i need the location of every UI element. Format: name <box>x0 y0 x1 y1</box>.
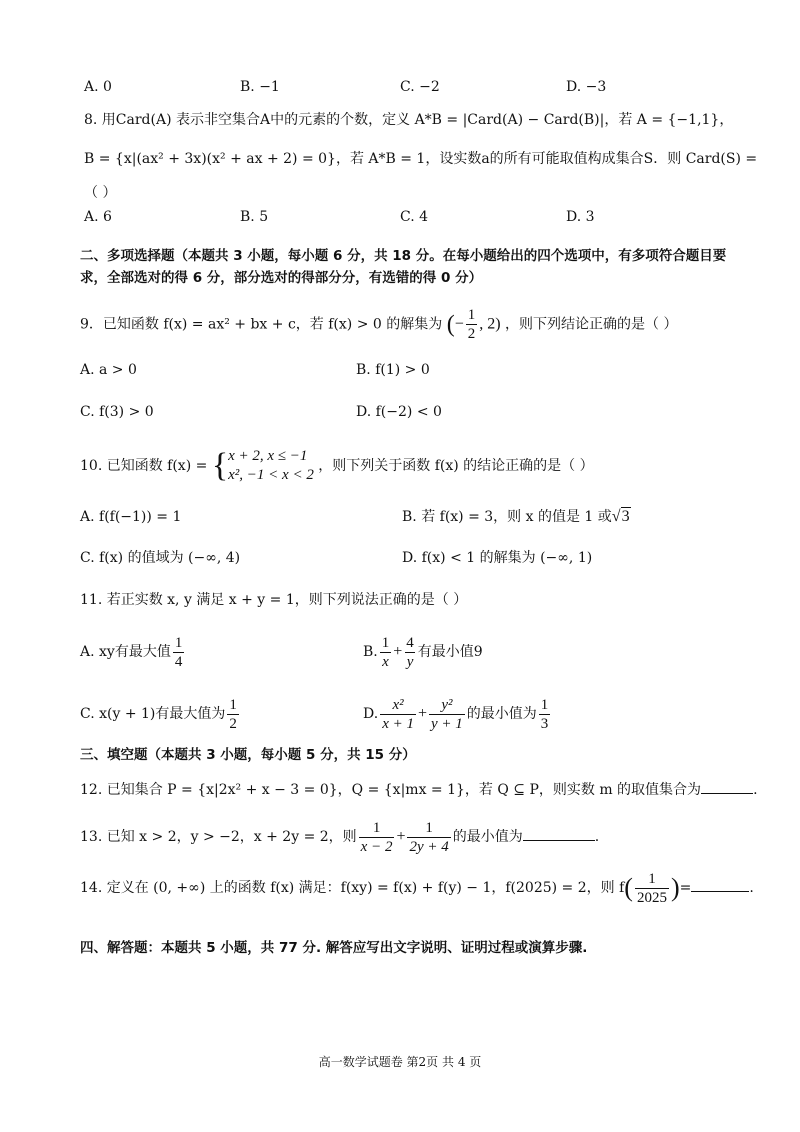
q11-b-frac2 <box>404 634 416 671</box>
q11-b-label: B. <box>363 644 378 660</box>
q11-d-label: D. <box>363 706 379 722</box>
q9-option-a: A. a > 0 <box>80 362 137 378</box>
section-2-heading: 二、多项选择题（本题共 3 小题，每小题 6 分，共 18 分。在每小题给出的四个选项中，有多项符合题目要 <box>80 248 727 264</box>
q10-option-d: D. f(x) < 1 的解集为 (−∞, 1) <box>402 550 593 566</box>
q11-d-n2: y² <box>441 696 453 713</box>
q13-frac2 <box>407 819 450 856</box>
q12-text: 12. 已知集合 P = {x|2x² + x − 3 = 0}，Q = {x|mx = 1}，若 Q ⊆ P，则实数 m 的取值集合为 <box>80 782 702 798</box>
q11-b-n1: 1 <box>381 634 390 651</box>
q9-interval-rest: , 2) <box>479 315 501 333</box>
q7-option-c: C. −2 <box>400 79 440 95</box>
q10-sqrt: √3 <box>611 508 630 525</box>
section-3-heading: 三、填空题（本题共 3 小题，每小题 5 分，共 15 分） <box>80 747 416 763</box>
q9-frac-sign: − <box>454 315 464 333</box>
q10-option-b-text: B. 若 f(x) = 3，则 x 的值是 1 或 <box>402 509 612 525</box>
q8-stem-line2: B = {x|(ax² + 3x)(x² + ax + 2) = 0}，若 A*B = 1，设实数a的所有可能取值构成集合S．则 Card(S) = <box>84 151 758 167</box>
q11-b-plus: + <box>393 643 403 660</box>
q11-b-text: 有最小值9 <box>417 644 483 660</box>
q10-option-a: A. f(f(−1)) = 1 <box>80 509 182 525</box>
q9-frac-num: 1 <box>467 307 476 323</box>
q11-c-den: 2 <box>229 715 237 732</box>
q11-c-num: 1 <box>229 696 237 713</box>
q13-stem: 13. 已知 x > 2，y > −2，x + 2y = 2，则 $\frac{1}{x - 2}$ + $\frac{1}{2y + 4}$ 的最小值为 . <box>80 819 600 855</box>
q9-frac-den: 2 <box>467 326 476 342</box>
q11-d-text: 的最小值为 <box>466 706 537 722</box>
q14-text: 14. 定义在 (0, +∞) 上的函数 f(x) 满足：f(xy) = f(x) + f(y) − 1，f(2025) = 2，则 f <box>80 880 625 896</box>
q11-stem: 11. 若正实数 x, y 满足 x + y = 1，则下列说法正确的是（ ） <box>80 592 468 608</box>
q11-option-b <box>363 632 483 672</box>
q13-n1: 1 <box>372 819 381 836</box>
q11-a-num: 1 <box>174 634 183 651</box>
q11-c-text: C. x(y + 1)有最大值为 <box>80 706 226 722</box>
q8-option-a: A. 6 <box>84 209 112 225</box>
q10-sqrt-radicand: 3 <box>621 508 630 525</box>
q8-option-d: D. 3 <box>566 209 595 225</box>
q9-interval-open: ( <box>446 311 455 338</box>
q14-stem: 14. 定义在 (0, +∞) 上的函数 f(x) 满足：f(xy) = f(x) + f(y) − 1，f(2025) = 2，则 f( $\frac{1}{2025}$ )= . <box>80 870 754 906</box>
q11-d-d2: y + 1 <box>431 715 463 732</box>
q10-option-c: C. f(x) 的值域为 (−∞, 4) <box>80 550 241 566</box>
q9-fraction <box>466 306 478 343</box>
q10-case-1: x + 2, x ≤ −1 <box>228 448 308 464</box>
q12-answer-blank[interactable] <box>701 793 753 794</box>
q11-d-plus: + <box>417 705 427 722</box>
q9-stem-post: ，则下列结论正确的是（ ） <box>505 316 678 333</box>
q14-eq: = <box>679 880 692 896</box>
q7-option-d: D. −3 <box>566 79 607 95</box>
q12-stem: 12. 已知集合 P = {x|2x² + x − 3 = 0}，Q = {x|mx = 1}，若 Q ⊆ P，则实数 m 的取值集合为 . <box>80 782 758 798</box>
q14-answer-blank[interactable] <box>691 891 749 892</box>
q14-den: 2025 <box>636 889 667 906</box>
q9-stem <box>80 306 677 343</box>
q8-option-b: B. 5 <box>240 209 269 225</box>
q10-stem <box>80 446 594 486</box>
q9-stem-pre: 9．已知函数 f(x) = ax² + bx + c，若 f(x) > 0 的解集为 <box>80 316 443 333</box>
q11-b-n2: 4 <box>406 634 414 651</box>
section-2-heading-cont: 求，全部选对的得 6 分，部分选对的得部分分，有选错的得 0 分） <box>80 270 483 286</box>
q11-a-text: A. xy有最大值 <box>80 644 171 660</box>
q13-post: 的最小值为 <box>452 829 523 845</box>
q13-plus: + <box>396 828 406 845</box>
q9-option-c: C. f(3) > 0 <box>80 404 154 420</box>
q11-d-num: 1 <box>540 696 549 713</box>
q10-brace: { <box>211 447 229 484</box>
q10-stem-pre: 10. 已知函数 f(x) = <box>80 458 208 474</box>
q8-option-c: C. 4 <box>400 209 429 225</box>
q11-option-d <box>363 694 552 734</box>
q11-option-c <box>80 694 241 734</box>
q11-b-d1: x <box>382 653 389 670</box>
q13-answer-blank[interactable] <box>523 840 595 841</box>
q8-answer-paren: （ ） <box>84 185 117 201</box>
q7-option-a: A. 0 <box>84 79 112 95</box>
q11-d-frac3 <box>539 696 551 733</box>
q11-d-d1: x + 1 <box>382 715 414 732</box>
q9-option-d: D. f(−2) < 0 <box>356 404 442 420</box>
q13-frac1 <box>359 819 395 856</box>
q10-case-2: x², −1 < x < 2 <box>228 467 314 483</box>
q13-text: 13. 已知 x > 2，y > −2，x + 2y = 2，则 <box>80 829 357 845</box>
q10-stem-post: ，则下列关于函数 f(x) 的结论正确的是（ ） <box>318 458 594 474</box>
section-4-heading: 四、解答题：本题共 5 小题，共 77 分. 解答应写出文字说明、证明过程或演算步骤. <box>80 940 588 956</box>
q11-d-frac1 <box>380 696 416 733</box>
q11-d-den: 3 <box>540 715 549 732</box>
q13-d2: 2y + 4 <box>409 838 449 855</box>
q11-c-frac <box>227 696 239 733</box>
q11-b-d2: y <box>406 653 414 670</box>
page-footer: 高一数学试题卷 第2页 共 4 页 <box>318 1055 482 1069</box>
q9-option-b: B. f(1) > 0 <box>356 362 430 378</box>
q11-d-n1: x² <box>392 696 404 713</box>
q13-n2: 1 <box>425 819 433 836</box>
q14-frac <box>635 870 669 907</box>
q10-cases <box>228 447 314 485</box>
q7-option-b: B. −1 <box>240 79 280 95</box>
q11-option-a <box>80 632 186 672</box>
q11-a-frac <box>173 634 185 671</box>
q14-num: 1 <box>648 870 656 887</box>
q11-b-frac1 <box>380 634 392 671</box>
q11-a-den: 4 <box>174 653 183 670</box>
q8-stem-line1: 8. 用Card(A) 表示非空集合A中的元素的个数，定义 A*B = |Card(A) − Card(B)|，若 A = {−1,1}， <box>84 112 734 128</box>
q13-d1: x − 2 <box>360 838 393 855</box>
q10-option-b <box>402 507 631 527</box>
q11-d-frac2 <box>429 696 465 733</box>
